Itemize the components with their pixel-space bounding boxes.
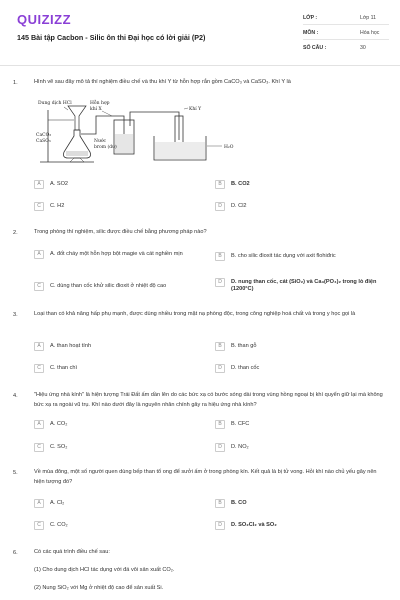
option-text: A. SO2 xyxy=(50,181,69,187)
option-text: B. CFC xyxy=(231,421,250,427)
option-d[interactable] xyxy=(215,202,247,211)
option-letter: A xyxy=(34,180,44,189)
question-number: 2. xyxy=(13,230,18,236)
option-text: B. CO2 xyxy=(231,181,250,187)
option-text: A. Cl₂ xyxy=(50,500,65,506)
meta-grade-value: Lớp 11 xyxy=(360,15,376,21)
question-number: 4. xyxy=(13,393,18,399)
option-text: A. than hoạt tính xyxy=(50,343,92,349)
svg-text:brom (dư): brom (dư) xyxy=(94,145,117,150)
meta-subject-label: MÔN : xyxy=(303,30,319,36)
diagram-label-gas: Khí Y xyxy=(189,107,202,112)
option-letter: D xyxy=(215,443,225,452)
option-letter: B xyxy=(215,342,225,351)
svg-text:Hỗn hợp: Hỗn hợp xyxy=(90,101,110,106)
option-letter: C xyxy=(34,364,44,373)
option-letter: C xyxy=(34,282,44,291)
option-text: D. Cl2 xyxy=(231,203,247,209)
option-letter: D xyxy=(215,364,225,373)
quizizz-logo: QUIZIZZ xyxy=(17,12,72,27)
meta-count-label: SỐ CÂU : xyxy=(303,45,327,51)
option-letter: D xyxy=(215,202,225,211)
option-text: B. than gỗ xyxy=(231,343,257,349)
option-letter: D xyxy=(215,521,225,530)
document-title: 145 Bài tập Cacbon - Silic ôn thi Đại học có lời giải (P2) xyxy=(17,33,206,42)
question-text: Trong phòng thí nghiệm, silic được điều chế bằng phương pháp nào? xyxy=(34,229,207,235)
question-text: Hình vẽ sau đây mô tả thí nghiệm điều chế và thu khí Y từ hỗn hợp rắn gồm CaCO₃ và CaSO₃. Khí Y là xyxy=(34,79,291,85)
question-number: 5. xyxy=(13,470,18,476)
option-c[interactable] xyxy=(34,364,77,373)
option-letter: C xyxy=(34,521,44,530)
question-number: 1. xyxy=(13,80,18,86)
meta-subject-value: Hóa học xyxy=(360,30,380,36)
option-b[interactable] xyxy=(215,499,247,508)
option-a[interactable] xyxy=(34,250,194,259)
option-d[interactable] xyxy=(215,364,259,373)
option-letter: B xyxy=(215,252,225,261)
option-text: D. NO₂ xyxy=(231,444,249,450)
option-a[interactable] xyxy=(34,342,91,351)
option-text: D. than cốc xyxy=(231,365,260,371)
option-text: B. CO xyxy=(231,500,247,506)
option-a[interactable] xyxy=(34,180,68,189)
option-c[interactable] xyxy=(34,443,67,452)
option-text: B. cho silic đioxit tác dụng với axit flohiđric xyxy=(231,253,336,259)
question-number: 6. xyxy=(13,550,18,556)
question-text: "Hiệu ứng nhà kính" là hiện tượng Trái Đất ấm dần lên do các bức xạ có bước sóng dài trong vùng hồng ngoại bị khí quyển giữ lại mà không bức xạ ra ngoài vũ trụ. Khí nào dưới đây là nguyên nhân chính gây ra hiệu ứng nhà kính? xyxy=(34,392,383,408)
diagram-label-water: H₂O xyxy=(224,145,234,150)
option-b[interactable] xyxy=(215,180,250,189)
question-text: Loại than có khả năng hấp phụ mạnh, được dùng nhiều trong mặt nạ phòng độc, trong công nghiệp hoá chất và trong y học gọi là xyxy=(34,311,356,317)
option-a[interactable] xyxy=(34,420,67,429)
question-number: 3. xyxy=(13,312,18,318)
option-c[interactable] xyxy=(34,202,64,211)
option-letter: B xyxy=(215,499,225,508)
process-line-2: (2) Nung SiO₂ với Mg ở nhiệt độ cao để sản xuất Si. xyxy=(34,585,164,591)
option-d[interactable] xyxy=(215,443,249,452)
document-header xyxy=(0,0,400,66)
process-line-1: (1) Cho dung dịch HCl tác dụng với đá vôi sản xuất CO₂. xyxy=(34,567,175,573)
option-letter: C xyxy=(34,202,44,211)
option-d[interactable] xyxy=(215,521,277,530)
option-b[interactable] xyxy=(215,420,249,429)
option-letter: A xyxy=(34,250,44,259)
option-a[interactable] xyxy=(34,499,64,508)
option-c[interactable] xyxy=(34,521,68,530)
option-text: C. H2 xyxy=(50,203,65,209)
question-text: Về mùa đông, một số người quen dùng bếp than tổ ong để sưởi ấm ở trong phòng kín. Kết quả là bị tử vong. Hỏi khí nào chủ yếu gây nên hiện tượng đó? xyxy=(34,469,377,485)
option-letter: A xyxy=(34,420,44,429)
option-b[interactable] xyxy=(215,342,257,351)
option-text: C. dùng than cốc khử silic đioxit ở nhiệt độ cao xyxy=(50,283,167,289)
option-text: D. SO₂Cl₂ và SO₂ xyxy=(231,522,277,528)
option-text: C. CO₂ xyxy=(50,522,68,528)
option-letter: D xyxy=(215,278,225,287)
option-letter: B xyxy=(215,420,225,429)
option-text: A. CO₂ xyxy=(50,421,68,427)
question-text: Có các quá trình điều chế sau: xyxy=(34,549,110,555)
diagram-label-funnel: Dung dịch HCl xyxy=(38,101,72,106)
svg-text:CaSO₃: CaSO₃ xyxy=(36,139,51,144)
diagram-label-flask: CaCO₃ xyxy=(36,133,52,138)
meta-grade-label: LỚP : xyxy=(303,15,318,21)
svg-text:khí X: khí X xyxy=(90,107,102,112)
option-text: C. than chì xyxy=(50,365,78,371)
option-d[interactable] xyxy=(215,278,385,293)
option-letter: B xyxy=(215,180,225,189)
diagram-label-bromine: Nước xyxy=(94,139,107,144)
option-b[interactable] xyxy=(215,252,385,261)
experiment-diagram xyxy=(34,96,274,166)
option-letter: C xyxy=(34,443,44,452)
option-text: A. đốt cháy một hỗn hợp bột magie và cát nghiền mịn xyxy=(50,251,183,257)
option-text: D. nung than cốc, cát (SiO₂) và Ca₃(PO₄)₂ trong lò điện (1200°C) xyxy=(231,279,377,292)
option-text: C. SO₂ xyxy=(50,444,68,450)
option-letter: A xyxy=(34,499,44,508)
meta-count-value: 30 xyxy=(360,45,366,51)
option-c[interactable] xyxy=(34,282,204,291)
option-letter: A xyxy=(34,342,44,351)
